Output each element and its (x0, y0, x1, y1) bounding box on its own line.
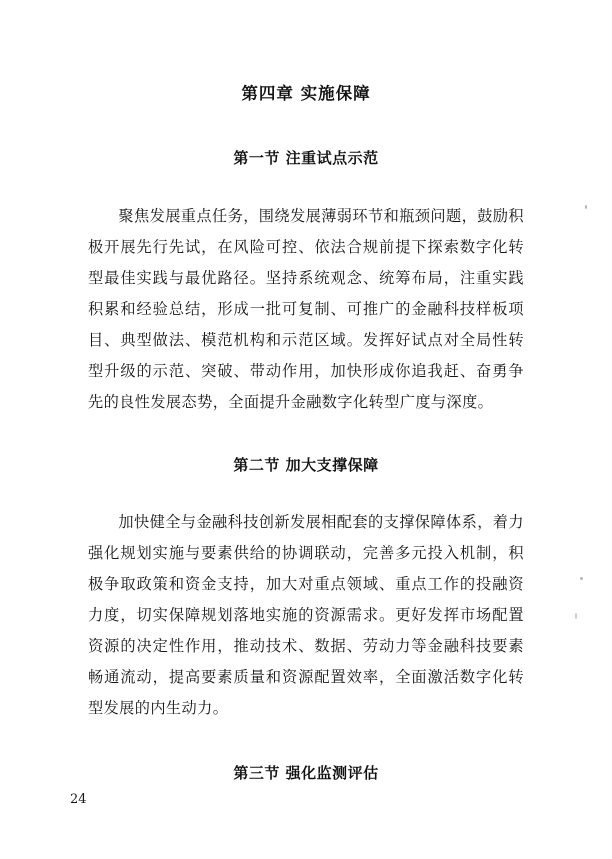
section-heading-3: 第三节 强化监测评估 (233, 764, 379, 782)
scan-artifact-icon (585, 205, 587, 209)
scan-artifact-icon (580, 577, 583, 580)
section-paragraph-2: 加快健全与金融科技创新发展相配套的支撑保障体系，着力强化规划实施与要素供给的协调联动，完善多元投入机制，积极争取政策和资金支持，加大对重点领域、重点工作的投融资力度，切实保障规划落地实施的资源需求。更好发挥市场配置资源的决定性作用，推动技术、数据、劳动力等金融科技要素畅通流动，提高要素质量和资源配置效率，全面激活数字化转型发展的内生动力。 (88, 513, 524, 717)
section-heading-1: 第一节 注重试点示范 (233, 149, 379, 167)
section-paragraph-1: 聚焦发展重点任务，围绕发展薄弱环节和瓶颈问题，鼓励积极开展先行先试，在风险可控、依法合规前提下探索数字化转型最佳实践与最优路径。坚持系统观念、统筹布局，注重实践积累和经验总结，形成一批可复制、可推广的金融科技样板项目、典型做法、模范机构和示范区域。发挥好试点对全局性转型升级的示范、突破、带动作用，加快形成你追我赶、奋勇争先的良性发展态势，全面提升金融数字化转型广度与深度。 (88, 207, 524, 411)
page-content (88, 0, 524, 859)
chapter-heading: 第四章 实施保障 (241, 84, 371, 103)
page-number: 24 (70, 792, 87, 807)
section-heading-2: 第二节 加大支撑保障 (233, 456, 379, 474)
scan-artifact-icon (575, 613, 577, 619)
